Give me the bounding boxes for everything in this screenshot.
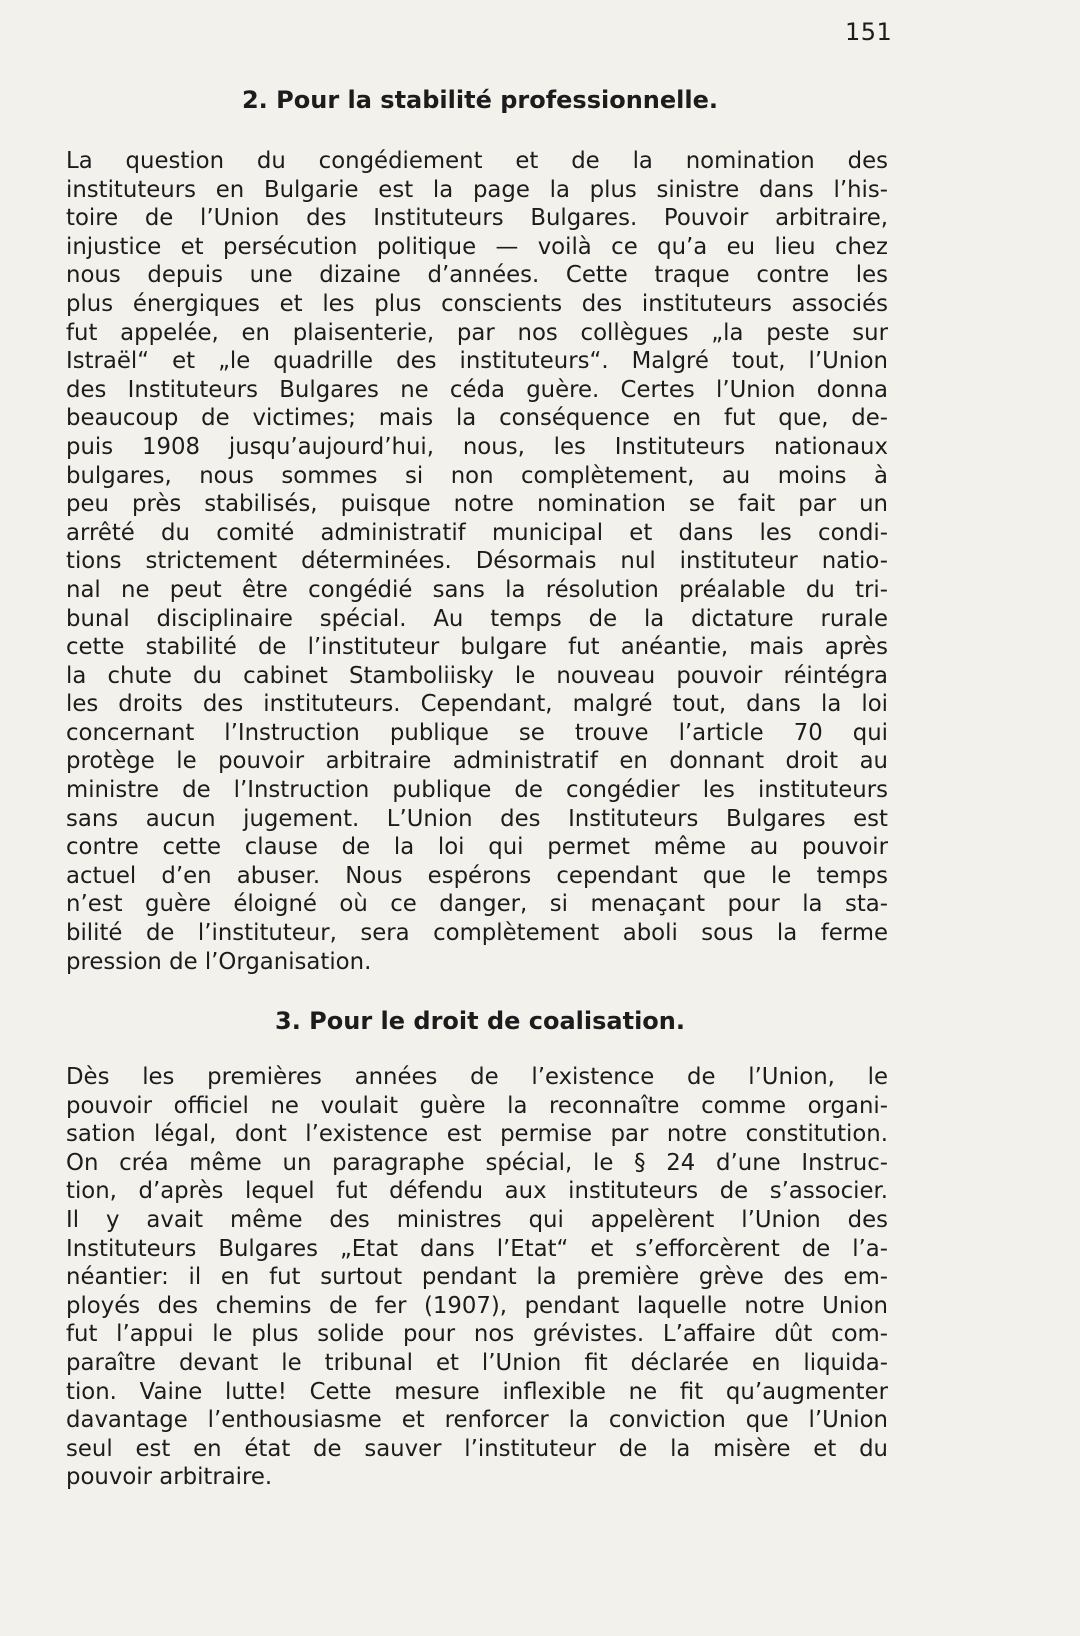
text-line: la chute du cabinet Stamboliisky le nouveau pouvoir réintégra: [66, 662, 888, 689]
text-line: pouvoir officiel ne voulait guère la reconnaître comme organi-: [66, 1092, 888, 1119]
text-line: tion. Vaine lutte! Cette mesure inflexible ne fit qu’augmenter: [66, 1378, 888, 1405]
text-line: concernant l’Instruction publique se trouve l’article 70 qui: [66, 719, 888, 746]
text-line: davantage l’enthousiasme et renforcer la conviction que l’Union: [66, 1407, 888, 1434]
text-line: arrêté du comité administratif municipal et dans les condi-: [66, 519, 888, 546]
text-line: Istraël“ et „le quadrille des instituteurs“. Malgré tout, l’Union: [66, 348, 888, 375]
text-line: nous depuis une dizaine d’années. Cette traque contre les: [66, 262, 888, 289]
text-line: bilité de l’instituteur, sera complètement aboli sous la ferme: [66, 920, 888, 947]
text-line: seul est en état de sauver l’instituteur de la misère et du: [66, 1435, 888, 1462]
text-line: sation légal, dont l’existence est permise par notre constitution.: [66, 1121, 888, 1148]
text-line: pouvoir arbitraire.: [66, 1464, 273, 1491]
text-line: actuel d’en abuser. Nous espérons cependant que le temps: [66, 862, 888, 889]
text-line: beaucoup de victimes; mais la conséquence en fut que, de-: [66, 405, 888, 432]
text-line: ministre de l’Instruction publique de congédier les instituteurs: [66, 777, 888, 804]
text-line: fut l’appui le plus solide pour nos grévistes. L’affaire dût com-: [66, 1321, 888, 1348]
paragraph-coalition: [66, 1063, 888, 1492]
text-line: fut appelée, en plaisenterie, par nos collègues „la peste sur: [66, 319, 888, 346]
text-line: ployés des chemins de fer (1907), pendant laquelle notre Union: [66, 1292, 888, 1319]
section-heading-coalition: 3. Pour le droit de coalisation.: [275, 1007, 685, 1035]
text-line: injustice et persécution politique — voilà ce qu’a eu lieu chez: [66, 233, 888, 260]
text-line: instituteurs en Bulgarie est la page la plus sinistre dans l’his-: [66, 176, 888, 203]
text-line: plus énergiques et les plus conscients des instituteurs associés: [66, 290, 888, 317]
text-line: cette stabilité de l’instituteur bulgare fut anéantie, mais après: [66, 634, 888, 661]
text-line: bulgares, nous sommes si non complètement, au moins à: [66, 462, 888, 489]
text-line: pression de l’Organisation.: [66, 948, 372, 975]
text-line: paraître devant le tribunal et l’Union fit déclarée en liquida-: [66, 1349, 888, 1376]
text-line: toire de l’Union des Instituteurs Bulgares. Pouvoir arbitraire,: [66, 205, 888, 232]
text-line: n’est guère éloigné où ce danger, si menaçant pour la sta-: [66, 891, 888, 918]
section-heading-stability: 2. Pour la stabilité professionnelle.: [241, 86, 719, 114]
text-line: Il y avait même des ministres qui appelèrent l’Union des: [66, 1206, 888, 1233]
text-line: Instituteurs Bulgares „Etat dans l’Etat“ et s’efforcèrent de l’a-: [66, 1235, 888, 1262]
text-line: contre cette clause de la loi qui permet même au pouvoir: [66, 834, 888, 861]
text-line: La question du congédiement et de la nomination des: [66, 148, 888, 174]
text-line: néantier: il en fut surtout pendant la première grève des em-: [66, 1264, 888, 1291]
text-line: protège le pouvoir arbitraire administratif en donnant droit au: [66, 748, 888, 775]
text-line: les droits des instituteurs. Cependant, malgré tout, dans la loi: [66, 691, 888, 718]
text-line: nal ne peut être congédié sans la résolution préalable du tri-: [66, 576, 888, 603]
text-line: puis 1908 jusqu’aujourd’hui, nous, les Instituteurs nationaux: [66, 433, 888, 460]
text-line: tion, d’après lequel fut défendu aux instituteurs de s’associer.: [66, 1178, 888, 1205]
text-line: des Instituteurs Bulgares ne céda guère. Certes l’Union donna: [66, 376, 888, 403]
page-number: 151: [845, 18, 893, 46]
text-line: Dès les premières années de l’existence de l’Union, le: [66, 1064, 888, 1090]
text-line: On créa même un paragraphe spécial, le § 24 d’une Instruc-: [66, 1149, 888, 1176]
paragraph-stability: [66, 147, 888, 976]
text-line: tions strictement déterminées. Désormais nul instituteur natio-: [66, 548, 888, 575]
text-line: sans aucun jugement. L’Union des Instituteurs Bulgares est: [66, 805, 888, 832]
text-line: bunal disciplinaire spécial. Au temps de la dictature rurale: [66, 605, 888, 632]
text-line: peu près stabilisés, puisque notre nomination se fait par un: [66, 491, 888, 518]
